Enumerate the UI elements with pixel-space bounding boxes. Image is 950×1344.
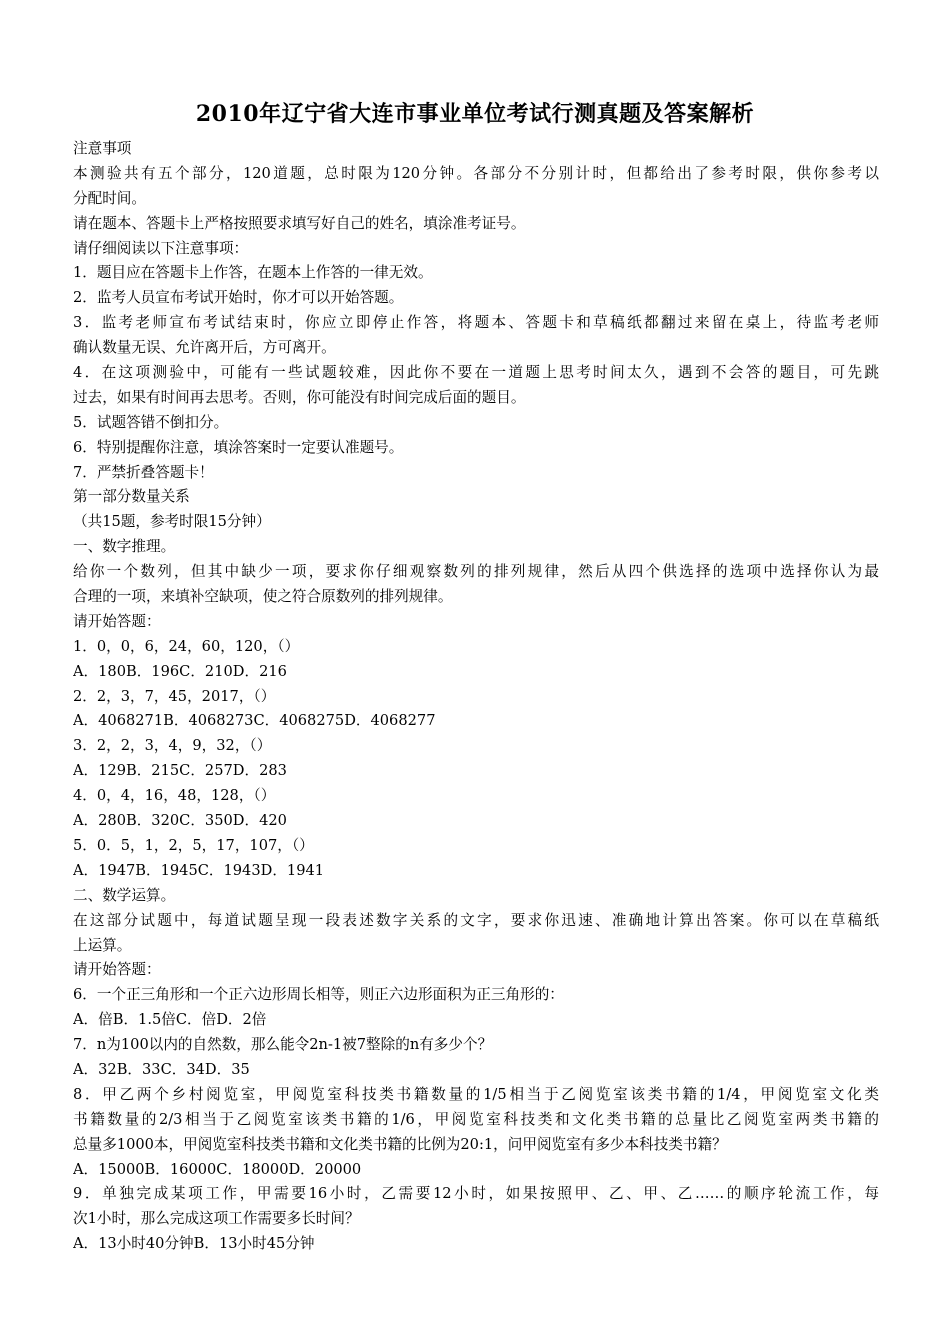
text-line: 一、数字推理。 bbox=[73, 538, 176, 556]
text-line: 5．试题答错不倒扣分。 bbox=[73, 413, 229, 431]
text-line: 1．0，0，6，24，60，120，（） bbox=[73, 637, 300, 655]
text-line: A．280B．320C．350D．420 bbox=[73, 812, 287, 830]
text-line: 7．n为100以内的自然数，那么能令2n-1被7整除的n有多少个？ bbox=[73, 1036, 493, 1054]
text-line: 二、数学运算。 bbox=[73, 886, 176, 904]
text-line: 确认数量无误、允许离开后，方可离开。 bbox=[73, 339, 336, 357]
text-line: A．1947B．1945C．1943D．1941 bbox=[73, 861, 325, 879]
text-line: 过去，如果有时间再去思考。否则，你可能没有时间完成后面的题目。 bbox=[73, 388, 526, 406]
text-line: 第一部分数量关系 bbox=[73, 488, 190, 506]
text-line: 次1小时，那么完成这项工作需要多长时间？ bbox=[73, 1210, 360, 1228]
text-line: 1．题目应在答题卡上作答，在题本上作答的一律无效。 bbox=[73, 264, 433, 282]
text-line: A．倍B．1.5倍C．倍D．2倍 bbox=[73, 1011, 267, 1029]
text-line: 书籍数量的2/3相当于乙阅览室该类书籍的1/6，甲阅览室科技类和文化类书籍的总量比乙阅览室两类书籍的 bbox=[73, 1110, 879, 1128]
text-line: A．13小时40分钟B．13小时45分钟 bbox=[73, 1235, 315, 1253]
text-line: 6．一个正三角形和一个正六边形周长相等，则正六边形面积为正三角形的： bbox=[73, 986, 564, 1004]
text-line: A．129B．215C．257D．283 bbox=[73, 762, 287, 780]
text-line: 3．2，2，3，4，9，32，（） bbox=[73, 737, 272, 755]
text-line: A．4068271B．4068273C．4068275D．4068277 bbox=[73, 712, 436, 730]
text-line: 本测验共有五个部分，120道题，总时限为120分钟。各部分不分别计时，但都给出了参考时限，供你参考以 bbox=[73, 164, 879, 182]
document-body bbox=[73, 137, 879, 1257]
text-line: 2．2，3，7，45，2017，（） bbox=[73, 687, 276, 705]
text-line: 7．严禁折叠答题卡！ bbox=[73, 463, 214, 481]
text-line: 8．甲乙两个乡村阅览室，甲阅览室科技类书籍数量的1/5相当于乙阅览室该类书籍的1/4，甲阅览室文化类 bbox=[73, 1085, 879, 1103]
text-line: 请开始答题： bbox=[73, 961, 161, 979]
text-line: A．180B．196C．210D．216 bbox=[73, 662, 287, 680]
text-line: 在这部分试题中，每道试题呈现一段表述数字关系的文字，要求你迅速、准确地计算出答案。你可以在草稿纸 bbox=[73, 911, 879, 929]
text-line: 注意事项 bbox=[73, 140, 132, 157]
document-title: 2010年辽宁省大连市事业单位考试行测真题及答案解析 bbox=[195, 101, 755, 127]
text-line: 9．单独完成某项工作，甲需要16小时，乙需要12小时，如果按照甲、乙、甲、乙……的顺序轮流工作，每 bbox=[73, 1185, 879, 1203]
text-line: 5．0．5，1，2，5，17，107，（） bbox=[73, 836, 314, 854]
text-line: 6．特别提醒你注意，填涂答案时一定要认准题号。 bbox=[73, 438, 404, 456]
text-line: A．15000B．16000C．18000D．20000 bbox=[73, 1160, 362, 1178]
text-line: 总量多1000本，甲阅览室科技类书籍和文化类书籍的比例为20:1，问甲阅览室有多少本科技类书籍？ bbox=[73, 1135, 727, 1153]
text-line: （共15题，参考时限15分钟） bbox=[73, 513, 271, 531]
text-line: A．32B．33C．34D．35 bbox=[73, 1060, 250, 1078]
text-line: 请在题本、答题卡上严格按照要求填写好自己的姓名，填涂准考证号。 bbox=[73, 214, 526, 232]
text-line: 上运算。 bbox=[73, 936, 132, 954]
text-line: 分配时间。 bbox=[73, 189, 146, 207]
text-line: 请仔细阅读以下注意事项： bbox=[73, 239, 249, 257]
text-line: 4．0，4，16，48，128，（） bbox=[73, 787, 276, 805]
text-line: 给你一个数列，但其中缺少一项，要求你仔细观察数列的排列规律，然后从四个供选择的选项中选择你认为最 bbox=[73, 563, 879, 581]
text-line: 2．监考人员宣布考试开始时，你才可以开始答题。 bbox=[73, 289, 404, 307]
text-line: 3．监考老师宣布考试结束时，你应立即停止作答，将题本、答题卡和草稿纸都翻过来留在桌上，待监考老师 bbox=[73, 314, 879, 332]
text-line: 请开始答题： bbox=[73, 612, 161, 630]
text-line: 合理的一项，来填补空缺项，使之符合原数列的排列规律。 bbox=[73, 588, 453, 606]
text-line: 4．在这项测验中，可能有一些试题较难，因此你不要在一道题上思考时间太久，遇到不会答的题目，可先跳 bbox=[73, 364, 879, 382]
